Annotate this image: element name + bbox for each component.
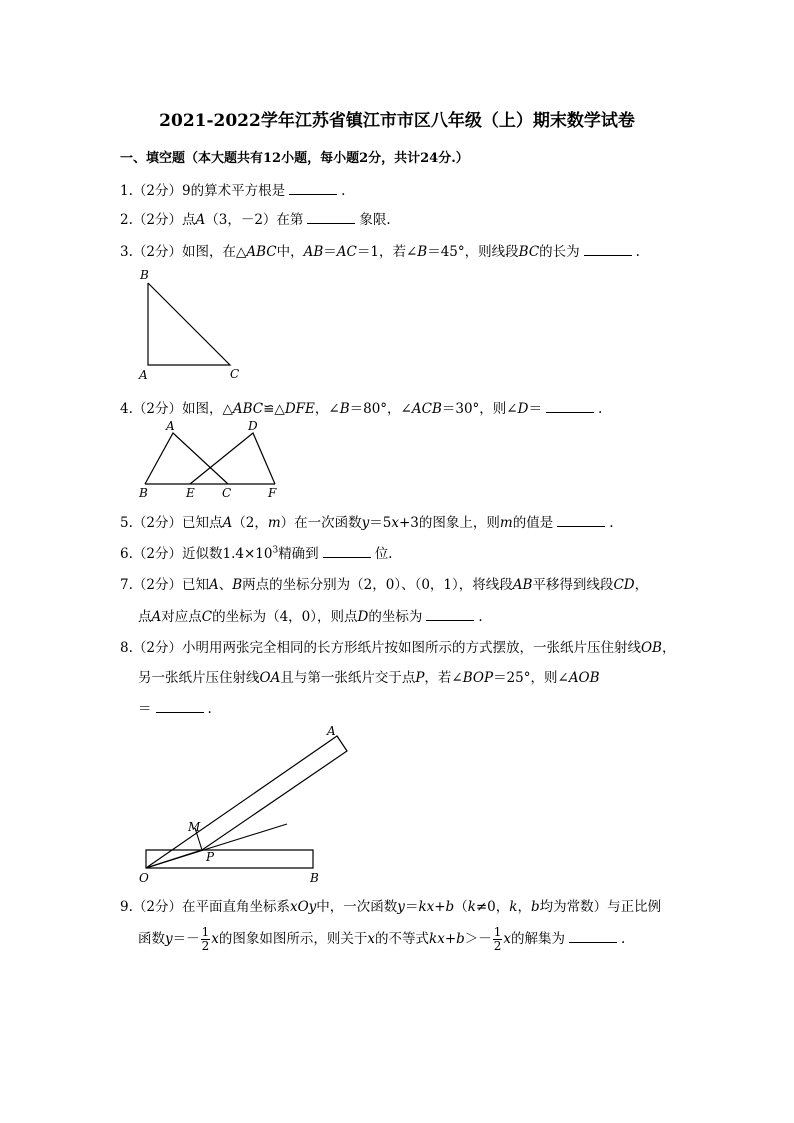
label-c: C bbox=[230, 367, 240, 381]
question-9-line-2: 函数y＝－ $\frac{1}{2}$ x的图象如图所示，则关于x的不等式kx+b＞－ $\frac{1}{2}$ x的解集为 . bbox=[138, 925, 626, 953]
question-8-line-2: 另一张纸片压住射线OA且与第一张纸片交于点P，若∠BOP＝25°，则∠AOB bbox=[138, 670, 600, 686]
question-4: 4.（2分）如图，△ABC≌△DFE，∠B＝80°，∠ACB＝30°，则∠D＝ . bbox=[120, 401, 603, 417]
page-title: 2021-2022学年江苏省镇江市市区八年级（上）期末数学试卷 bbox=[159, 111, 635, 131]
fraction-half: $\frac{1}{2}$ bbox=[201, 925, 210, 953]
question-1: 1.（2分）9的算术平方根是 . bbox=[120, 183, 346, 199]
label-a: A bbox=[139, 368, 148, 382]
answer-blank bbox=[569, 930, 617, 943]
label-a: A bbox=[166, 419, 175, 433]
answer-blank bbox=[289, 182, 337, 195]
question-7-line-2: 点A对应点C的坐标为（4，0），则点D的坐标为 . bbox=[138, 609, 483, 625]
answer-blank bbox=[156, 700, 204, 713]
question-3: 3.（2分）如图，在△ABC中，AB＝AC＝1，若∠B＝45°，则线段BC的长为 . bbox=[120, 244, 640, 260]
label-f: F bbox=[268, 486, 277, 500]
label-b: B bbox=[139, 486, 148, 500]
question-8-line-1: 8.（2分）小明用两张完全相同的长方形纸片按如图所示的方式摆放，一张纸片压住射线OB， bbox=[120, 640, 676, 656]
answer-blank bbox=[557, 514, 605, 527]
label-p: P bbox=[206, 850, 215, 864]
question-8-line-3: ＝ . bbox=[138, 701, 212, 717]
fraction-half: $\frac{1}{2}$ bbox=[493, 925, 502, 953]
label-d: D bbox=[248, 419, 258, 433]
answer-blank bbox=[426, 608, 474, 621]
question-6: 6.（2分）近似数$1.4\times 10^3$精确到 位. bbox=[120, 545, 393, 562]
label-o: O bbox=[139, 871, 149, 885]
question-2: 2.（2分）点A（3，－2）在第 象限. bbox=[120, 212, 391, 228]
label-e: E bbox=[186, 486, 195, 500]
triangle-figure-q3 bbox=[135, 268, 245, 383]
label-m: M bbox=[188, 820, 201, 834]
answer-blank bbox=[307, 211, 355, 224]
label-b: B bbox=[140, 268, 149, 282]
paper-strips-figure-q8 bbox=[135, 720, 365, 885]
section-heading: 一、填空题（本大题共有12小题，每小题2分，共计24分.） bbox=[120, 151, 469, 166]
label-a: A bbox=[327, 724, 336, 738]
answer-blank bbox=[546, 400, 594, 413]
question-5: 5.（2分）已知点A（2，m）在一次函数y＝5x+3的图象上，则m的值是 . bbox=[120, 515, 614, 531]
congruent-triangles-figure-q4 bbox=[135, 418, 285, 498]
answer-blank bbox=[584, 243, 632, 256]
question-7-line-1: 7.（2分）已知A、B两点的坐标分别为（2，0）、（0，1），将线段AB平移得到线段CD， bbox=[120, 577, 649, 593]
answer-blank bbox=[323, 545, 371, 558]
label-b: B bbox=[310, 871, 319, 885]
question-9-line-1: 9.（2分）在平面直角坐标系xOy中，一次函数y＝kx+b（k≠0，k，b均为常数）与正比例 bbox=[120, 899, 662, 915]
label-c: C bbox=[222, 486, 232, 500]
